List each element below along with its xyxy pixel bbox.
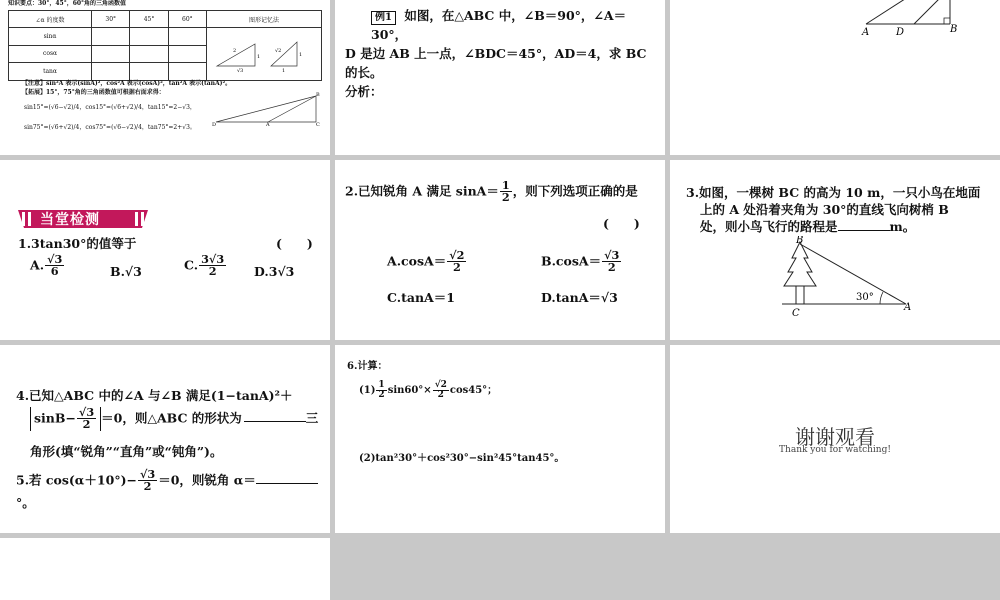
point-a-label: A: [904, 302, 912, 313]
point-c-label: C: [792, 308, 800, 316]
option-a[interactable]: A. $\frac{√3}{6}$: [30, 252, 63, 279]
table-header: 45°: [130, 11, 168, 28]
answer-blank[interactable]: [838, 230, 890, 231]
question-4-suffix: 三: [305, 410, 319, 426]
slide-blank[interactable]: [0, 538, 330, 600]
question-4-line-2: sinB− $\frac{√3}{2}$ ＝0，则△ABC 的形状为 三: [30, 407, 318, 431]
tree-bird-figure: [780, 236, 930, 316]
expand-text: 【拓展】15°，75°角的三角函数值可根据右面求得：: [22, 89, 165, 96]
question-3-line-1: 3.如图，一棵树 BC 的高为 10 m，一只小鸟在地面: [686, 185, 981, 200]
fifteen-degree-figure: [212, 92, 322, 126]
point-b-label: B: [796, 236, 804, 246]
question-1: 1.3tan30°的值等于: [18, 236, 137, 251]
angle-label: 30°: [856, 292, 874, 303]
question-5: 5.若 cos(α＋10°)− $\frac{√3}{2}$ ＝0，则锐角 α＝°。: [16, 469, 330, 511]
example-tag: 例1: [371, 11, 396, 25]
option-c[interactable]: C. $\frac{3√3}{2}$: [184, 252, 225, 279]
option-b[interactable]: B.√3: [110, 264, 142, 279]
shape-blank[interactable]: [244, 421, 306, 422]
option-d[interactable]: D.3√3: [254, 264, 295, 279]
question-1-paren: ( ): [276, 236, 313, 251]
option-a[interactable]: A.cosA＝ $\frac{√2}{2}$: [387, 248, 465, 275]
option-d[interactable]: D.tanA＝√3: [541, 290, 618, 305]
table-header: 图形记忆法: [207, 11, 322, 28]
question-5-part-b: ＝0，则锐角 α＝: [158, 472, 256, 488]
slide-knowledge-points[interactable]: [0, 0, 330, 155]
trig-values-table: [8, 10, 322, 81]
svg-text:√3: √3: [237, 68, 244, 74]
svg-text:B: B: [316, 92, 320, 98]
example-line-1: 如图，在△ABC 中，∠B＝90°，∠A＝30°，: [371, 8, 627, 42]
option-b-label: B.cosA＝: [541, 253, 602, 269]
svg-text:2: 2: [233, 48, 237, 54]
table-header: ∠α 的度数: [9, 11, 92, 28]
question-6: 6.计算：: [347, 361, 388, 372]
option-a-label: A.: [30, 257, 45, 273]
option-a-label: A.cosA＝: [387, 253, 447, 269]
question-3-text: 处，则小鸟飞行的路程是: [700, 219, 838, 234]
slide-example-figure[interactable]: [670, 0, 1000, 155]
knowledge-header: 知识要点：30°，45°，60°角的三角函数值: [8, 0, 127, 7]
question-2-part-b: ，则下列选项正确的是: [512, 183, 638, 199]
slide-example[interactable]: [335, 0, 665, 155]
point-b-label: B: [950, 24, 958, 35]
slide-quiz-3[interactable]: [670, 160, 1000, 340]
slide-thanks[interactable]: [670, 345, 1000, 533]
svg-text:1: 1: [299, 52, 303, 58]
table-header: 60°: [168, 11, 206, 28]
svg-text:1: 1: [282, 68, 286, 74]
slide-quiz-6[interactable]: [335, 345, 665, 533]
sin15-line: sin15°=(√6−√2)/4，cos15°=(√6+√2)/4，tan15°=2−√3，: [24, 104, 196, 111]
thanks-english: Thank you for watching!: [779, 445, 891, 455]
example-line-2: D 是边 AB 上一点，∠BDC＝45°，AD＝4，求 BC: [345, 46, 647, 61]
part-1: (1) $\frac{1}{2}$ sin60°× $\frac{√2}{2}$ cos45°；: [359, 380, 498, 400]
svg-text:√2: √2: [275, 48, 282, 54]
alpha-blank[interactable]: [256, 483, 318, 484]
triangle-abd-figure: [670, 0, 1000, 40]
table-header: 30°: [92, 11, 130, 28]
note-text: 【注意】sin²A 表示(sinA)²，cos²A 表示(cosA)²，tan²A 表示(tanA)²。: [22, 80, 232, 87]
question-2: 2.已知锐角 A 满足 sinA＝ $\frac{1}{2}$ ，则下列选项正确的是: [345, 178, 638, 205]
point-d-label: D: [896, 27, 905, 38]
question-5-suffix: °。: [16, 494, 35, 510]
question-4-text: ＝0，则△ABC 的形状为: [101, 410, 242, 426]
memory-triangles-figure: [209, 28, 319, 78]
part-1-label: (1): [359, 385, 376, 396]
svg-text:A: A: [266, 122, 270, 126]
question-4-line-1: 4.已知△ABC 中的∠A 与∠B 满足(1−tanA)²＋: [16, 388, 293, 403]
slide-quiz-1[interactable]: [0, 160, 330, 340]
point-a-label: A: [862, 27, 870, 38]
quiz-title: 当堂检测: [40, 212, 100, 228]
sin75-line: sin75°=(√6+√2)/4，cos75°=(√6−√2)/4，tan75°=2+√3。: [24, 124, 196, 131]
svg-text:C: C: [316, 122, 320, 126]
question-5-part-a: 5.若 cos(α＋10°)−: [16, 472, 137, 488]
question-3-line-2: 上的 A 处沿着夹角为 30°的直线飞向树梢 B: [700, 202, 949, 217]
memory-figure-cell: [207, 28, 322, 81]
analysis-label: 分析：: [345, 84, 383, 99]
part-2: (2)tan²30°＋cos²30°−sin²45°tan45°。: [359, 453, 565, 464]
example-line-3: 的长。: [345, 65, 383, 80]
option-c-label: C.: [184, 257, 199, 273]
slide-quiz-4-5[interactable]: [0, 345, 330, 533]
row-label: tanα: [9, 63, 92, 81]
question-4-line-3: 角形(填“锐角”“直角”或“钝角”)。: [30, 444, 223, 459]
question-2-part-a: 2.已知锐角 A 满足 sinA＝: [345, 183, 499, 199]
slide-quiz-2[interactable]: [335, 160, 665, 340]
svg-text:D: D: [212, 122, 217, 126]
option-c[interactable]: C.tanA＝1: [387, 290, 455, 305]
svg-text:1: 1: [257, 54, 261, 60]
row-label: cosα: [9, 45, 92, 63]
unit-label: m。: [889, 219, 916, 234]
option-b[interactable]: B.cosA＝ $\frac{√3}{2}$: [541, 248, 620, 275]
question-3-line-3: [700, 218, 996, 235]
question-2-paren: ( ): [603, 216, 640, 231]
thanks-chinese: 谢谢观看: [795, 425, 875, 449]
row-label: sinα: [9, 28, 92, 46]
